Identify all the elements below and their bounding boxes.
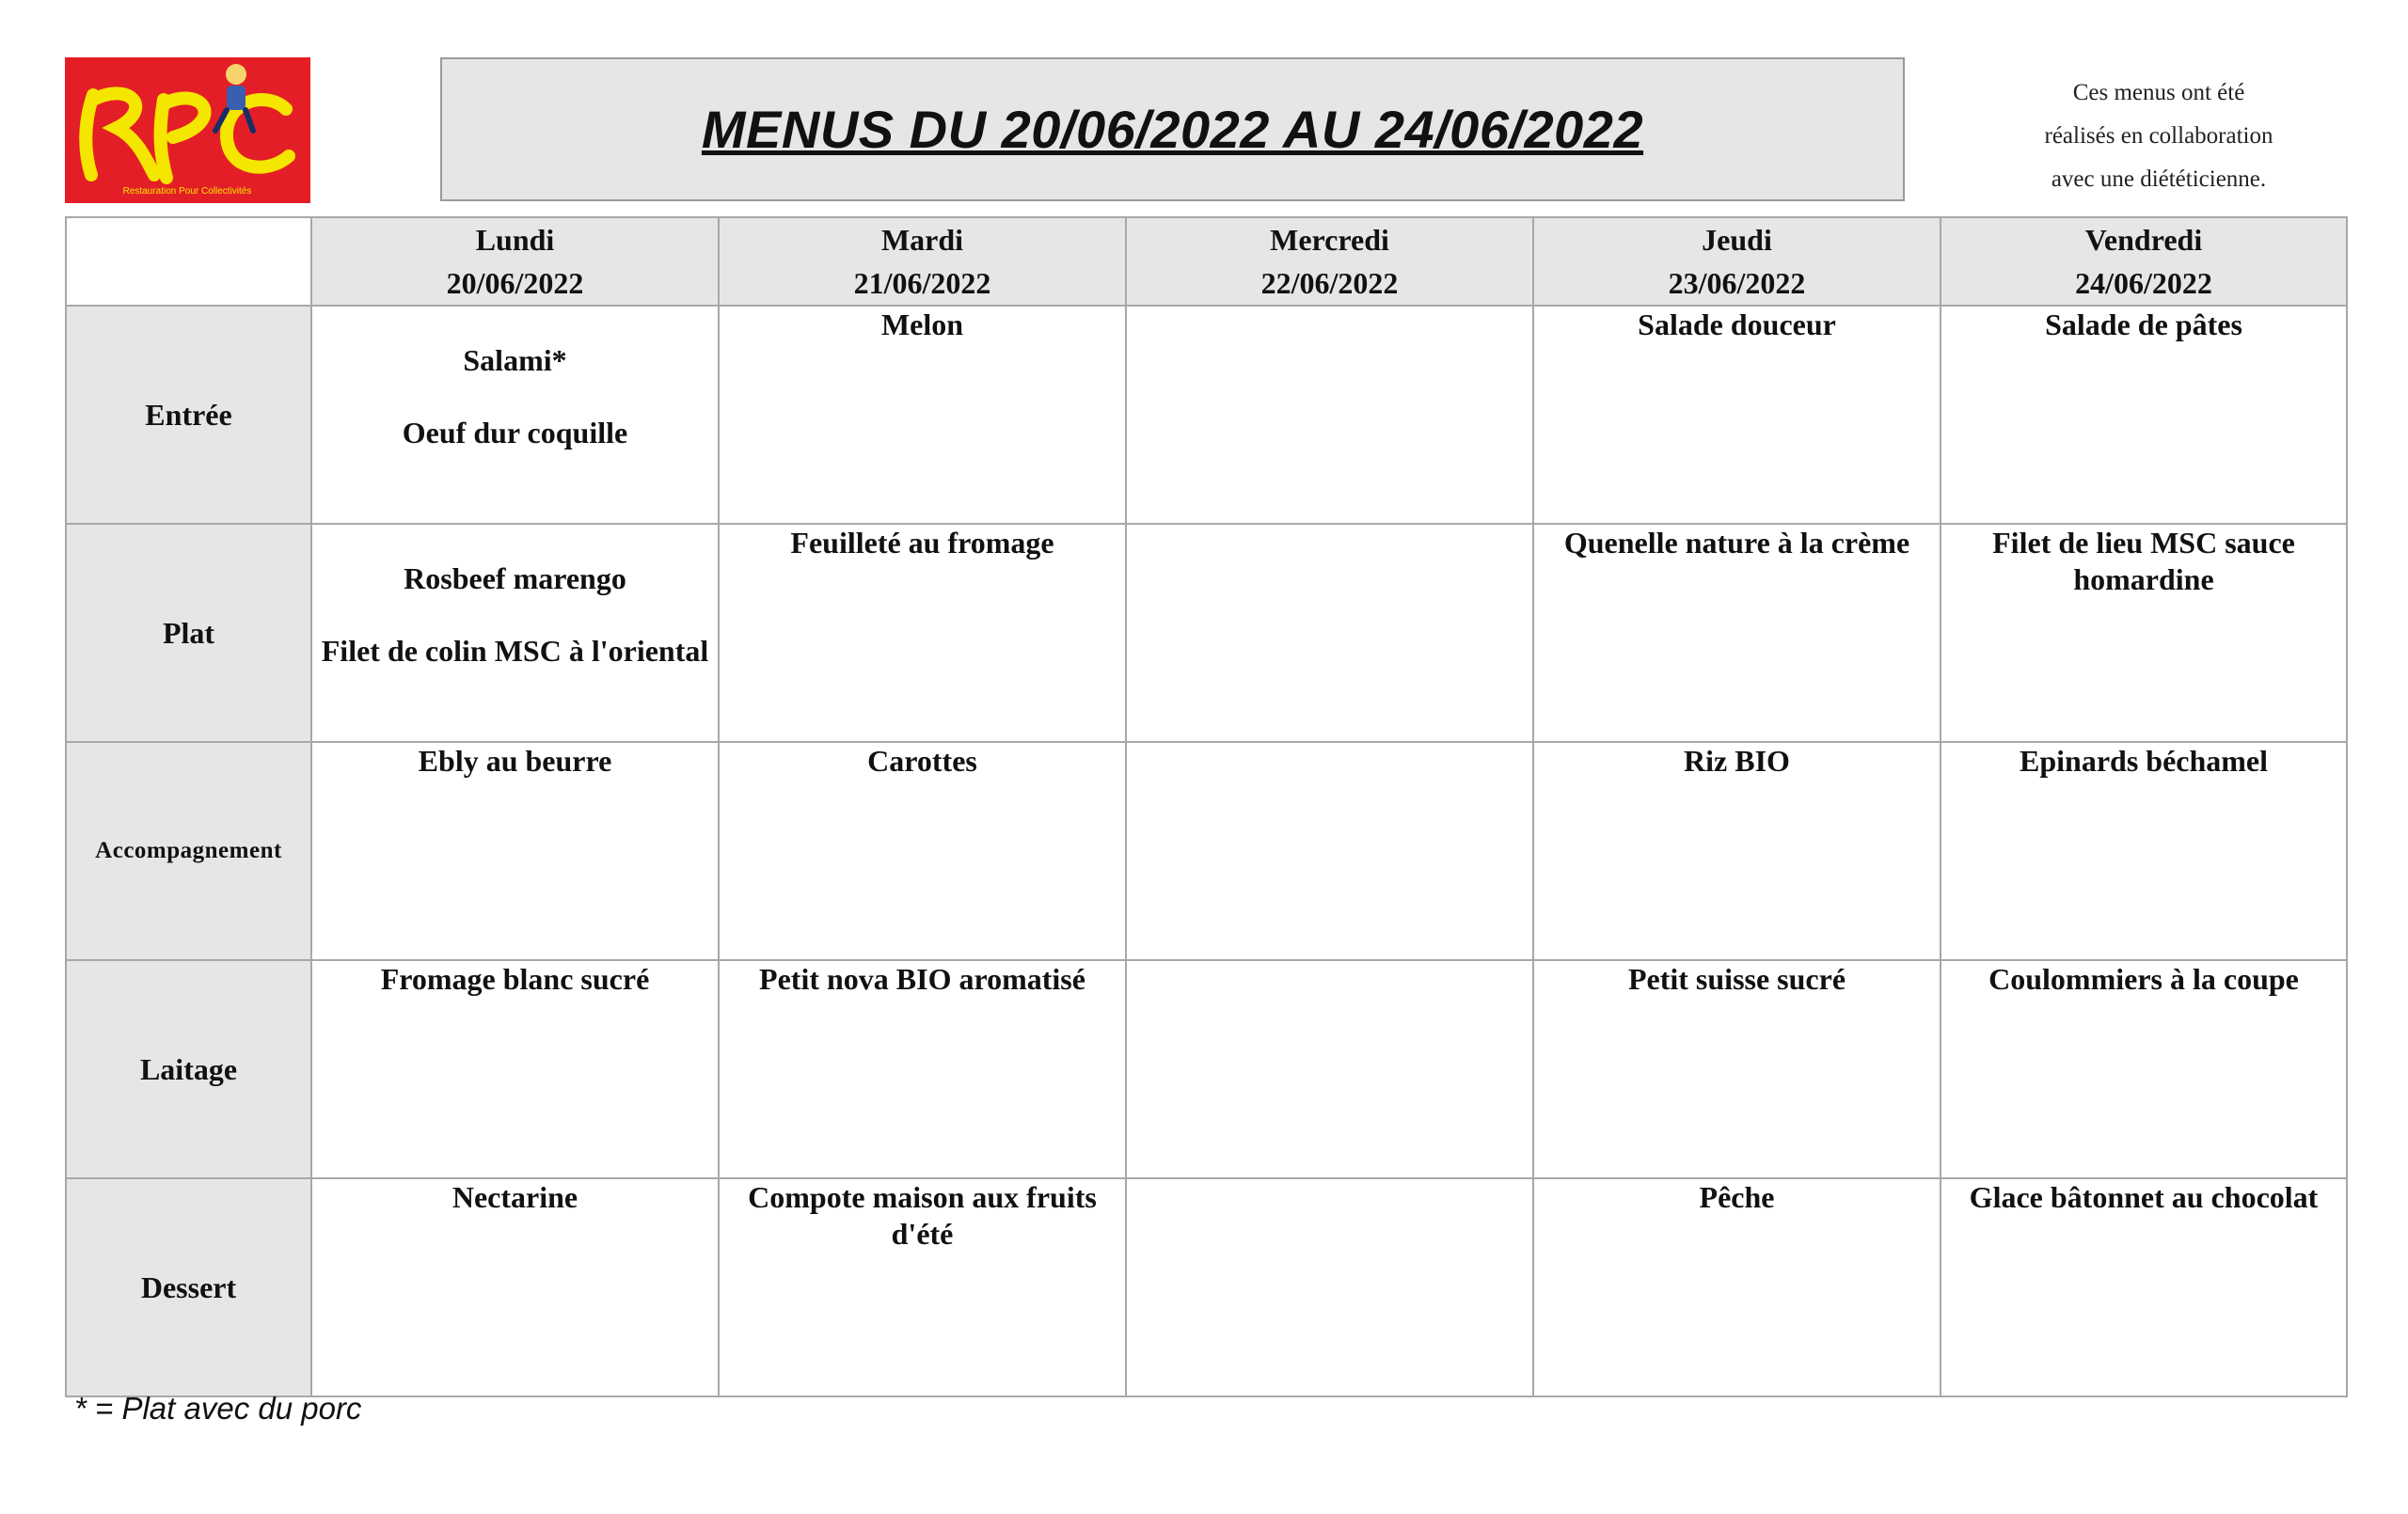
dietitian-note bbox=[1975, 71, 2342, 201]
menu-cell-empty bbox=[1126, 960, 1533, 1178]
menu-row-plat bbox=[66, 524, 2347, 742]
dish: Feuilleté au fromage bbox=[790, 526, 1054, 560]
dish: Petit suisse sucré bbox=[1627, 962, 1846, 996]
dish: Epinards béchamel bbox=[2019, 744, 2269, 778]
row-label-laitage: Laitage bbox=[66, 960, 311, 1178]
rpc-logo bbox=[65, 57, 310, 203]
menu-cell bbox=[311, 1178, 719, 1396]
day-date: 24/06/2022 bbox=[2075, 266, 2212, 300]
note-line: Ces menus ont été bbox=[2072, 80, 2245, 105]
day-name: Mercredi bbox=[1270, 223, 1389, 257]
dish: Carottes bbox=[867, 744, 977, 778]
menu-cell bbox=[1941, 1178, 2347, 1396]
row-label-accompagnement: Accompagnement bbox=[66, 742, 311, 960]
dish: Petit nova BIO aromatisé bbox=[759, 962, 1085, 996]
menu-cell bbox=[719, 742, 1126, 960]
menu-cell bbox=[1533, 742, 1941, 960]
dish: Coulommiers à la coupe bbox=[1988, 962, 2299, 996]
day-header-jeudi bbox=[1533, 217, 1941, 306]
day-header-mardi bbox=[719, 217, 1126, 306]
menu-cell bbox=[1941, 742, 2347, 960]
menu-row-entree bbox=[66, 306, 2347, 524]
dish: Compote maison aux fruits d'été bbox=[748, 1180, 1097, 1251]
menu-cell bbox=[719, 960, 1126, 1178]
day-name: Jeudi bbox=[1702, 223, 1772, 257]
row-label-entree: Entrée bbox=[66, 306, 311, 524]
day-date: 21/06/2022 bbox=[853, 266, 991, 300]
day-date: 20/06/2022 bbox=[446, 266, 584, 300]
dish: Quenelle nature à la crème bbox=[1563, 526, 1910, 560]
day-name: Vendredi bbox=[2084, 223, 2203, 257]
dish: Ebly au beurre bbox=[418, 744, 612, 778]
dish: Nectarine bbox=[452, 1180, 578, 1214]
menu-cell-empty bbox=[1126, 742, 1533, 960]
day-header-vendredi bbox=[1941, 217, 2347, 306]
menu-cell bbox=[311, 742, 719, 960]
menu-cell bbox=[1941, 306, 2347, 524]
dish: Rosbeef marengo bbox=[404, 561, 626, 595]
menu-cell bbox=[1533, 1178, 1941, 1396]
menu-cell bbox=[311, 306, 719, 524]
menu-cell-empty bbox=[1126, 306, 1533, 524]
dish: Riz BIO bbox=[1684, 744, 1790, 778]
dish: Salade de pâtes bbox=[2045, 308, 2242, 341]
corner-cell bbox=[66, 217, 311, 306]
day-date: 22/06/2022 bbox=[1260, 266, 1399, 300]
menu-cell bbox=[719, 524, 1126, 742]
menu-cell bbox=[1533, 524, 1941, 742]
day-header-row bbox=[66, 217, 2347, 306]
dish: Glace bâtonnet au chocolat bbox=[1969, 1180, 2319, 1214]
dish: Fromage blanc sucré bbox=[380, 962, 650, 996]
dish: Pêche bbox=[1699, 1180, 1775, 1214]
dish: Salade douceur bbox=[1638, 308, 1836, 341]
title-banner bbox=[440, 57, 1905, 201]
note-line: réalisés en collaboration bbox=[2044, 123, 2273, 149]
menu-cell-empty bbox=[1126, 1178, 1533, 1396]
dish: Filet de lieu MSC sauce homardine bbox=[1992, 526, 2295, 596]
menu-cell bbox=[1941, 524, 2347, 742]
dish: Salami* bbox=[463, 343, 567, 377]
row-label-dessert: Dessert bbox=[66, 1178, 311, 1396]
day-header-lundi bbox=[311, 217, 719, 306]
menu-cell bbox=[311, 960, 719, 1178]
menu-cell bbox=[1533, 960, 1941, 1178]
pork-footnote: * = Plat avec du porc bbox=[74, 1391, 362, 1426]
menu-cell bbox=[311, 524, 719, 742]
menu-cell bbox=[1941, 960, 2347, 1178]
menu-cell bbox=[719, 1178, 1126, 1396]
day-name: Lundi bbox=[475, 223, 555, 257]
rpc-logo-image bbox=[65, 57, 310, 203]
logo-tagline: Restauration Pour Collectivités bbox=[122, 186, 252, 197]
row-label-plat: Plat bbox=[66, 524, 311, 742]
menu-row-dessert bbox=[66, 1178, 2347, 1396]
menu-table bbox=[65, 216, 2348, 1397]
menu-cell bbox=[1533, 306, 1941, 524]
note-line: avec une diététicienne. bbox=[2051, 166, 2267, 192]
page-title: MENUS DU 20/06/2022 AU 24/06/2022 bbox=[701, 100, 1644, 159]
day-date: 23/06/2022 bbox=[1668, 266, 1806, 300]
day-name: Mardi bbox=[880, 223, 964, 257]
menu-row-accompagnement bbox=[66, 742, 2347, 960]
day-header-mercredi bbox=[1126, 217, 1533, 306]
dish: Melon bbox=[880, 308, 964, 341]
dish: Filet de colin MSC à l'oriental bbox=[321, 634, 709, 668]
dish: Oeuf dur coquille bbox=[402, 416, 628, 449]
menu-cell bbox=[719, 306, 1126, 524]
menu-row-laitage bbox=[66, 960, 2347, 1178]
menu-cell-empty bbox=[1126, 524, 1533, 742]
